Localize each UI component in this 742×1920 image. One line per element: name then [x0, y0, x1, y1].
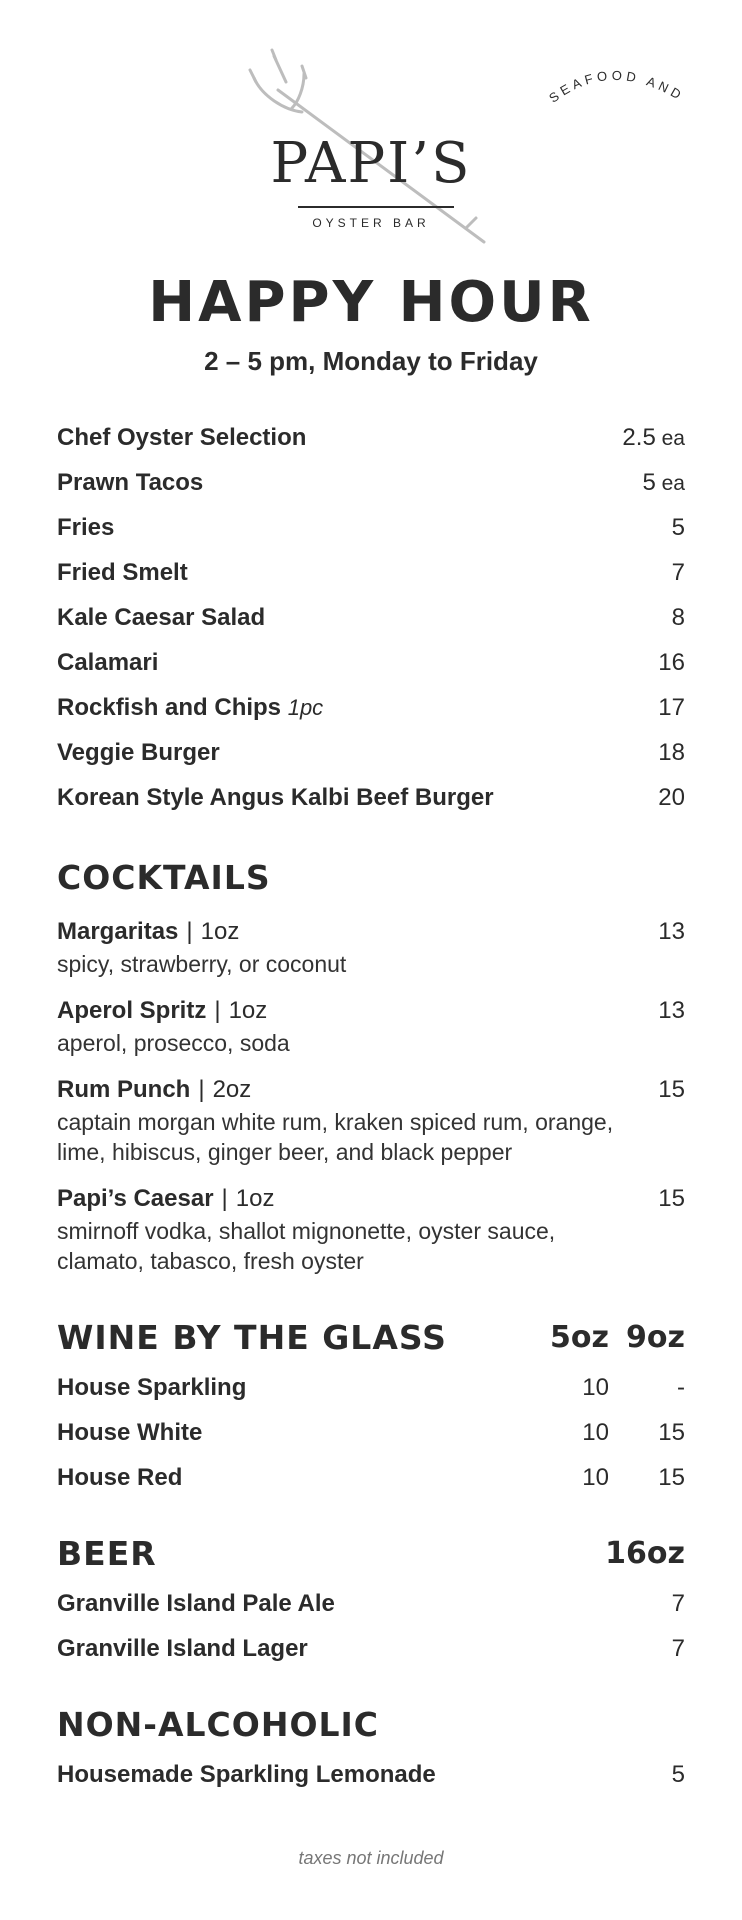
logo-arc-label: SEAFOOD AND [546, 67, 688, 106]
item-name: House Red [57, 1464, 183, 1491]
item-price: 20 [658, 784, 685, 811]
menu-item [57, 422, 685, 467]
cocktail-name-text: Margaritas [57, 918, 179, 945]
logo-subtitle: OYSTER BAR [312, 216, 430, 230]
menu-item [57, 782, 685, 827]
cocktail-price: 13 [658, 997, 685, 1024]
price-5oz: 10 [582, 1464, 609, 1491]
cocktail-description: clamato, tabasco, fresh oyster [57, 1248, 364, 1274]
item-name: House White [57, 1419, 203, 1446]
cocktail-oz: 1oz [235, 1185, 275, 1212]
price-5oz: 10 [582, 1419, 609, 1446]
cocktail-name [57, 995, 267, 1027]
cocktail-description: aperol, prosecco, soda [57, 1030, 290, 1056]
item-name: Korean Style Angus Kalbi Beef Burger [57, 784, 494, 811]
item-name: Granville Island Pale Ale [57, 1590, 335, 1617]
item-price: 5 [671, 1761, 685, 1788]
cocktail-item [57, 995, 685, 1074]
item-price: 18 [658, 739, 685, 766]
item-price: 16 [658, 649, 685, 676]
logo-divider [298, 206, 454, 208]
cocktail-name-text: Papi’s Caesar [57, 1185, 214, 1212]
item-price [642, 467, 685, 500]
cocktail-name [57, 1074, 251, 1106]
cocktail-name [57, 916, 239, 948]
cocktail-name-text: Aperol Spritz [57, 997, 207, 1024]
wine-item [57, 1462, 685, 1507]
cocktail-item [57, 916, 685, 995]
menu-item [57, 737, 685, 782]
cocktail-name [57, 1183, 274, 1215]
price-value: 2.5 [622, 424, 656, 451]
section-title: COCKTAILS [57, 858, 271, 897]
wine-item [57, 1417, 685, 1462]
wine-item [57, 1372, 685, 1417]
logo-name: PAPI’S [270, 131, 472, 196]
cocktail-oz: 2oz [212, 1076, 252, 1103]
cocktail-description: smirnoff vodka, shallot mignonette, oyster sauce, [57, 1218, 556, 1244]
logo-arc-text [240, 48, 742, 108]
item-name: Chef Oyster Selection [57, 424, 307, 451]
separator: | [198, 1076, 205, 1103]
cocktails-section [57, 858, 685, 1292]
cocktail-item [57, 1183, 685, 1292]
item-name: Fries [57, 514, 115, 541]
menu-item [57, 602, 685, 647]
item-price: 17 [658, 694, 685, 721]
cocktail-item [57, 1074, 685, 1183]
svg-text:SEAFOOD AND [546, 68, 687, 106]
price-5oz: 10 [582, 1374, 609, 1401]
beer-item [57, 1588, 685, 1633]
menu-item [57, 647, 685, 692]
item-price: 7 [671, 1590, 685, 1617]
price-unit: ea [655, 472, 685, 495]
menu-item [57, 467, 685, 512]
cocktail-description: spicy, strawberry, or coconut [57, 951, 347, 977]
price-9oz: 15 [658, 1419, 685, 1446]
separator: | [214, 997, 221, 1024]
item-note: 1pc [287, 695, 324, 720]
column-header-9oz: 9oz [626, 1320, 685, 1355]
cocktail-price: 15 [658, 1185, 685, 1212]
cocktail-name-text: Rum Punch [57, 1076, 191, 1103]
page-subtitle: 2 – 5 pm, Monday to Friday [204, 346, 538, 376]
price-9oz: 15 [658, 1464, 685, 1491]
item-price [622, 422, 685, 455]
cocktail-oz: 1oz [200, 918, 240, 945]
section-title: NON-ALCOHOLIC [57, 1705, 380, 1744]
menu-item [57, 692, 685, 737]
item-name: Veggie Burger [57, 739, 220, 766]
cocktail-price: 13 [658, 918, 685, 945]
page-title: HAPPY HOUR [148, 270, 594, 335]
beer-section [57, 1534, 685, 1678]
cocktail-description: captain morgan white rum, kraken spiced rum, orange, [57, 1109, 614, 1135]
price-9oz: - [677, 1374, 685, 1401]
cocktail-price: 15 [658, 1076, 685, 1103]
item-name [57, 692, 323, 724]
column-header-5oz: 5oz [550, 1320, 609, 1355]
item-name: Calamari [57, 649, 159, 676]
cocktail-oz: 1oz [228, 997, 268, 1024]
non-alcoholic-item [57, 1759, 685, 1804]
item-name: Prawn Tacos [57, 469, 204, 496]
item-name: Granville Island Lager [57, 1635, 308, 1662]
item-price: 7 [671, 1635, 685, 1662]
food-section [57, 422, 685, 827]
item-price: 8 [671, 604, 685, 631]
section-title: WINE BY THE GLASS [57, 1318, 447, 1357]
footer-note: taxes not included [298, 1848, 444, 1868]
column-header-16oz: 16oz [605, 1536, 685, 1571]
item-price: 5 [671, 514, 685, 541]
menu-item [57, 512, 685, 557]
separator: | [186, 918, 193, 945]
cocktail-description: lime, hibiscus, ginger beer, and black pepper [57, 1139, 513, 1165]
item-name: Kale Caesar Salad [57, 604, 266, 631]
price-value: 5 [642, 469, 656, 496]
beer-item [57, 1633, 685, 1678]
item-price: 7 [671, 559, 685, 586]
wine-section [57, 1318, 685, 1507]
item-name: House Sparkling [57, 1374, 247, 1401]
menu-item [57, 557, 685, 602]
restaurant-logo [0, 48, 742, 248]
non-alcoholic-section [57, 1705, 685, 1804]
price-unit: ea [655, 427, 685, 450]
item-name: Fried Smelt [57, 559, 188, 586]
separator: | [221, 1185, 228, 1212]
item-name-text: Rockfish and Chips [57, 694, 282, 721]
item-name: Housemade Sparkling Lemonade [57, 1761, 436, 1788]
section-title: BEER [57, 1534, 157, 1573]
